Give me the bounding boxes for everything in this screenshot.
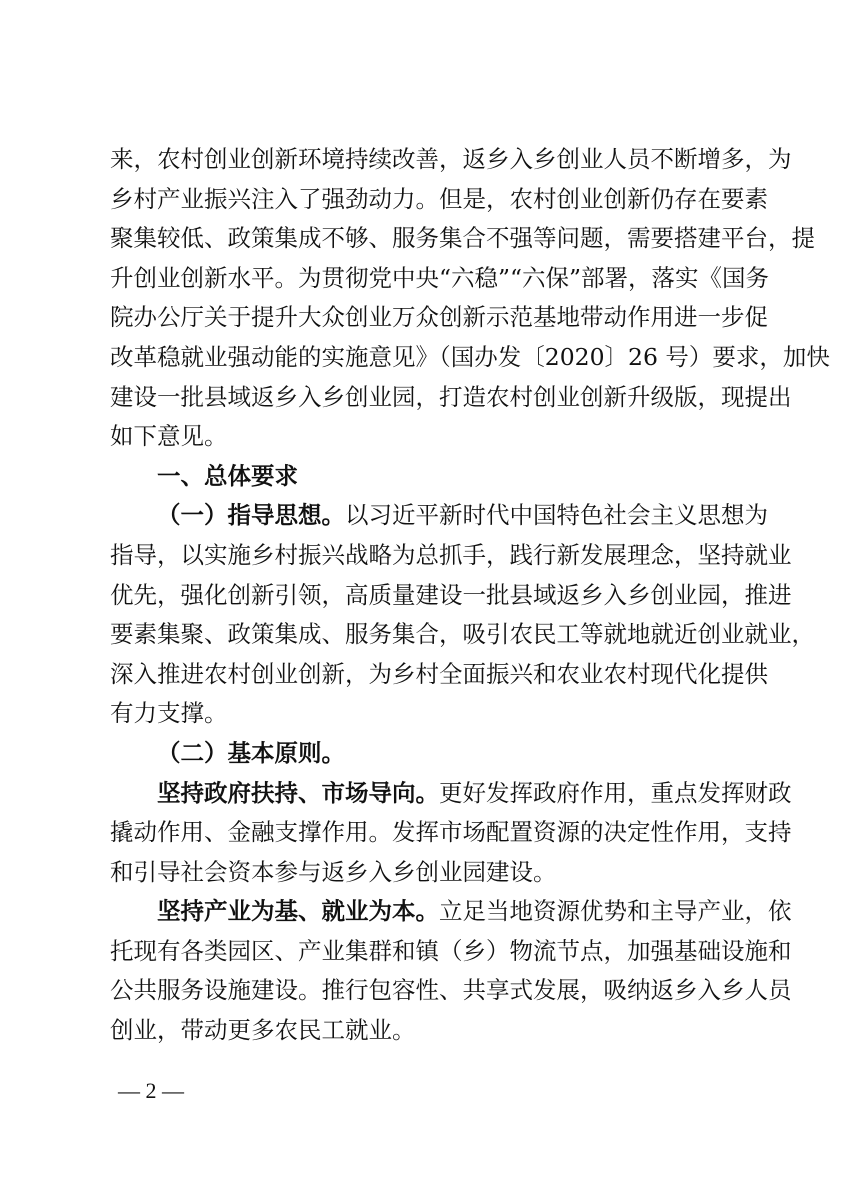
principle2-title: 坚持产业为基、就业为本。 (157, 897, 439, 926)
body-text (110, 140, 830, 1051)
intro-line: 聚集较低、政策集成不够、服务集合不强等问题，需要搭建平台，提 (110, 224, 815, 253)
guiding-line: 有力支撑。 (110, 699, 228, 728)
principle2-line: 创业，带动更多农民工就业。 (110, 1016, 416, 1045)
principle1-first-line (110, 774, 792, 814)
guiding-line: 指导，以实施乡村振兴战略为总抓手，践行新发展理念，坚持就业 (110, 540, 792, 569)
intro-line: 建设一批县域返乡入乡创业园，打造农村创业创新升级版，现提出 (110, 382, 792, 411)
principle1-line: 撬动作用、金融支撑作用。发挥市场配置资源的决定性作用，支持 (110, 818, 792, 847)
guiding-line: 深入推进农村创业创新，为乡村全面振兴和农业农村现代化提供 (110, 659, 768, 688)
principle1-line: 更好发挥政府作用，重点发挥财政 (439, 778, 792, 807)
guiding-line: 要素集聚、政策集成、服务集合，吸引农民工等就地就近创业就业， (110, 620, 815, 649)
intro-line: 升创业创新水平。为贯彻党中央“六稳”“六保”部署，落实《国务 (110, 263, 770, 292)
intro-line: 改革稳就业强动能的实施意见》（国办发〔2020〕26 号）要求，加快 (110, 342, 830, 371)
subsection-heading: （二）基本原则。 (157, 738, 345, 767)
guiding-line: 优先，强化创新引领，高质量建设一批县域返乡入乡创业园，推进 (110, 580, 792, 609)
guiding-title: （一）指导思想。 (157, 501, 345, 530)
principle1-title: 坚持政府扶持、市场导向。 (157, 778, 439, 807)
intro-line: 院办公厅关于提升大众创业万众创新示范基地带动作用进一步促 (110, 303, 768, 332)
intro-line: 如下意见。 (110, 422, 228, 451)
principle1-line: 和引导社会资本参与返乡入乡创业园建设。 (110, 857, 557, 886)
intro-line: 乡村产业振兴注入了强劲动力。但是，农村创业创新仍存在要素 (110, 184, 768, 213)
section-heading: 一、总体要求 (157, 461, 298, 490)
principle2-line: 立足当地资源优势和主导产业，依 (439, 897, 792, 926)
principle2-line: 公共服务设施建设。推行包容性、共享式发展，吸纳返乡入乡人员 (110, 976, 792, 1005)
intro-line: 来，农村创业创新环境持续改善，返乡入乡创业人员不断增多，为 (110, 145, 792, 173)
principle2-line: 托现有各类园区、产业集群和镇（乡）物流节点，加强基础设施和 (110, 936, 792, 965)
guiding-paragraph-first-line (110, 496, 768, 536)
page-number: — 2 — (118, 1078, 184, 1103)
principle2-first-line (110, 892, 792, 932)
guiding-line: 以习近平新时代中国特色社会主义思想为 (345, 501, 768, 530)
